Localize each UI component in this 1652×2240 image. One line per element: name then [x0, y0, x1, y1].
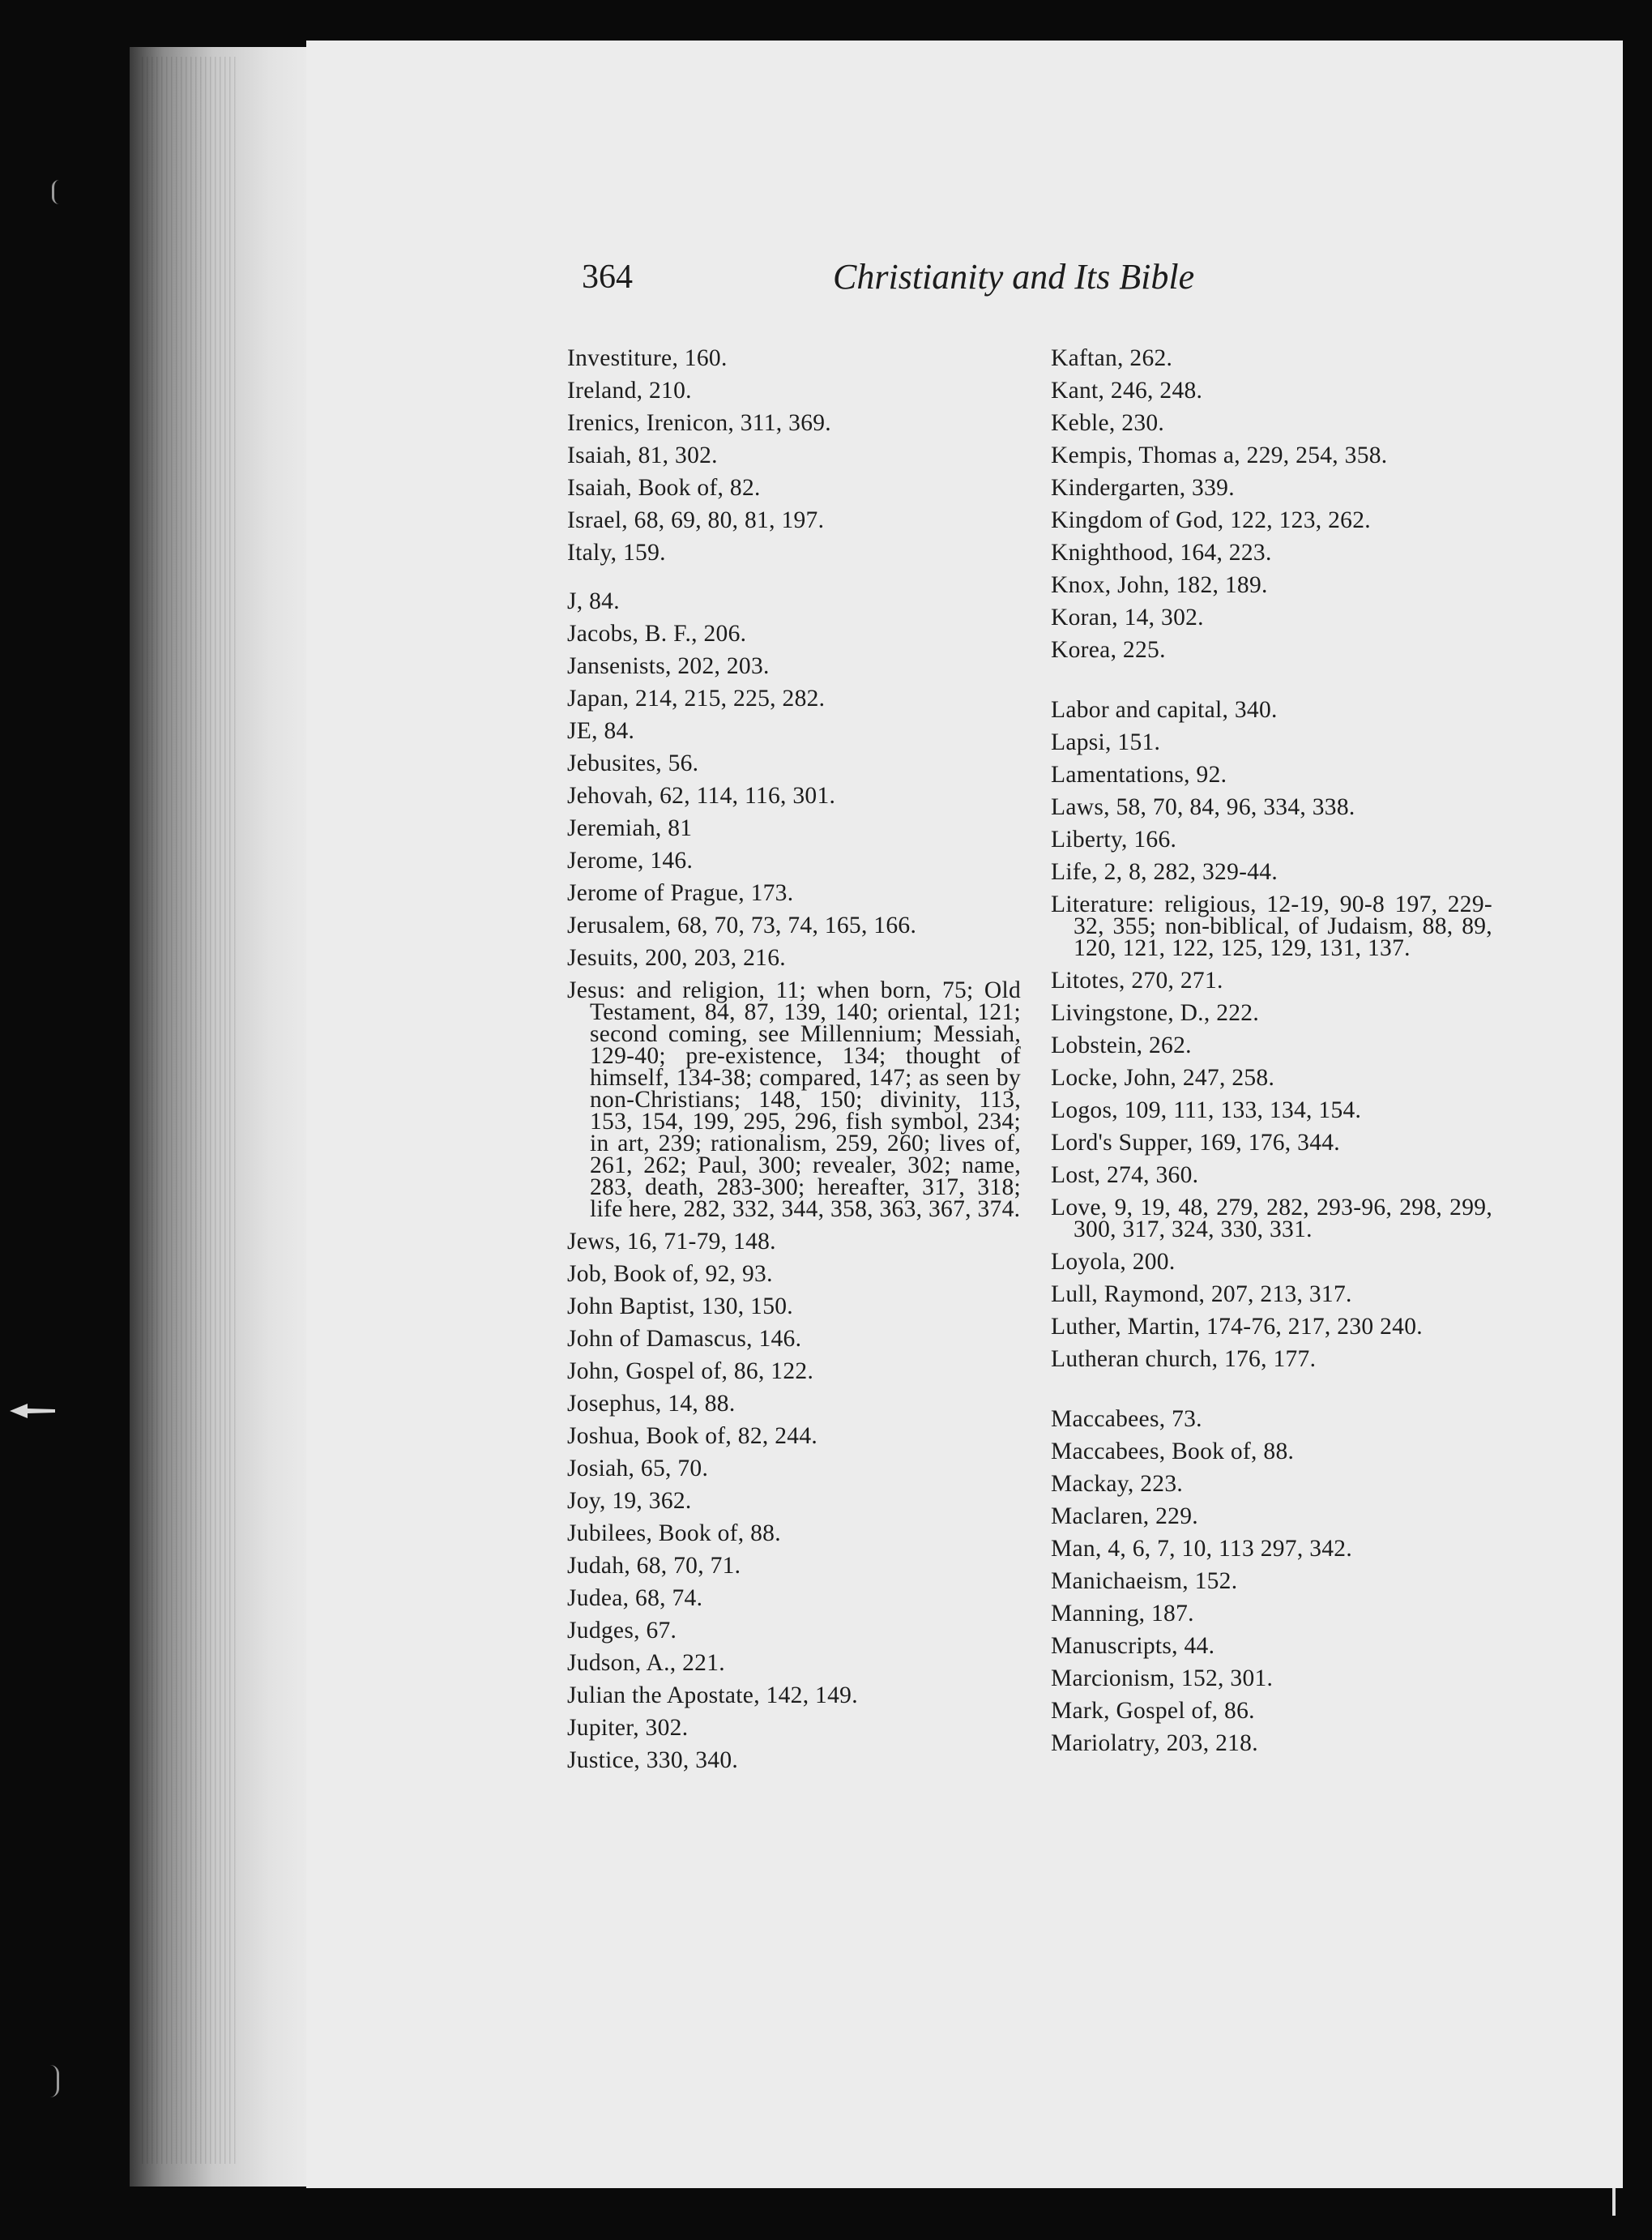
index-entry: Labor and capital, 340.	[1051, 697, 1278, 723]
index-column-right	[1051, 342, 1492, 1759]
index-entry: Manichaeism, 152.	[1051, 1568, 1238, 1594]
index-entry: Luther, Martin, 174-76, 217, 230 240.	[1051, 1314, 1423, 1340]
index-entry: Isaiah, 81, 302.	[567, 442, 718, 468]
index-entry: Life, 2, 8, 282, 329-44.	[1051, 859, 1278, 885]
running-title: Christianity and Its Bible	[833, 257, 1195, 297]
index-entry: Loyola, 200.	[1051, 1249, 1176, 1275]
index-entry: Jesuits, 200, 203, 216.	[567, 945, 786, 971]
index-entry: Jansenists, 202, 203.	[567, 653, 770, 679]
index-entry: Koran, 14, 302.	[1051, 605, 1204, 631]
index-entry: Mariolatry, 203, 218.	[1051, 1730, 1258, 1756]
index-entry: Lull, Raymond, 207, 213, 317.	[1051, 1281, 1352, 1307]
index-entry: Livingstone, D., 222.	[1051, 1000, 1260, 1026]
index-entry: Japan, 214, 215, 225, 282.	[567, 686, 826, 712]
index-entry: Knighthood, 164, 223.	[1051, 540, 1272, 566]
index-entry: Jacobs, B. F., 206.	[567, 621, 747, 647]
index-entry: Kaftan, 262.	[1051, 345, 1173, 371]
index-entry: Judges, 67.	[567, 1618, 677, 1644]
index-entry: Joshua, Book of, 82, 244.	[567, 1423, 818, 1449]
page-number: 364	[582, 259, 633, 296]
index-entry: Keble, 230.	[1051, 410, 1165, 436]
index-entry: Jeremiah, 81	[567, 815, 693, 841]
index-entry: Israel, 68, 69, 80, 81, 197.	[567, 507, 825, 533]
index-entry: JE, 84.	[567, 718, 635, 744]
index-entry: Investiture, 160.	[567, 345, 728, 371]
index-entry: Mark, Gospel of, 86.	[1051, 1698, 1255, 1724]
index-entry: Jesus: and religion, 11; when born, 75; Old Testament, 84, 87, 139, 140; oriental, 121; second coming, see Millennium; Messiah, 129-40; pre-existence, 134; thought of himself, 134-38; compared, 147; as seen by non-Christians; 148, 150; divinity, 113, 153, 154, 199, 295, 296, fish symbol, 234; in art, 239; rationalism, 259, 260; lives of, 261, 262; Paul, 300; revealer, 302; name, 283, death, 283-300; hereafter, 317, 318; life here, 282, 332, 344, 358, 363, 367, 374.	[567, 977, 1021, 1222]
scan-artifact-arrow-icon	[8, 1400, 57, 1421]
index-entry: Irenics, Irenicon, 311, 369.	[567, 410, 831, 436]
index-entry: Jews, 16, 71-79, 148.	[567, 1229, 776, 1255]
index-entry: Literature: religious, 12-19, 90-8 197, 229-32, 355; non-biblical, of Judaism, 88, 89, 120, 121, 122, 125, 129, 131, 137.	[1051, 891, 1492, 961]
index-entry: Lost, 274, 360.	[1051, 1162, 1199, 1188]
index-entry: Ireland, 210.	[567, 378, 692, 404]
index-entry: Marcionism, 152, 301.	[1051, 1665, 1274, 1691]
index-entry: Korea, 225.	[1051, 637, 1166, 663]
scan-artifact-mark	[52, 180, 59, 204]
index-entry: Lamentations, 92.	[1051, 762, 1227, 788]
index-entry: Jerome of Prague, 173.	[567, 880, 794, 906]
index-entry: Litotes, 270, 271.	[1051, 968, 1223, 994]
index-entry: Manning, 187.	[1051, 1601, 1194, 1627]
index-entry: Locke, John, 247, 258.	[1051, 1065, 1275, 1091]
index-entry: Kempis, Thomas a, 229, 254, 358.	[1051, 442, 1388, 468]
index-entry: Kindergarten, 339.	[1051, 475, 1235, 501]
index-entry: Knox, John, 182, 189.	[1051, 572, 1268, 598]
index-entry: Judah, 68, 70, 71.	[567, 1553, 741, 1579]
index-entry: Logos, 109, 111, 133, 134, 154.	[1051, 1097, 1362, 1123]
index-entry: Italy, 159.	[567, 540, 666, 566]
index-entry: Lord's Supper, 169, 176, 344.	[1051, 1130, 1340, 1156]
index-entry: Isaiah, Book of, 82.	[567, 475, 761, 501]
index-entry: Kingdom of God, 122, 123, 262.	[1051, 507, 1371, 533]
index-entry: Maclaren, 229.	[1051, 1503, 1198, 1529]
index-entry: Liberty, 166.	[1051, 827, 1177, 853]
index-entry: Jebusites, 56.	[567, 750, 699, 776]
index-entry: Jerome, 146.	[567, 848, 694, 874]
index-entry: Laws, 58, 70, 84, 96, 334, 338.	[1051, 794, 1355, 820]
index-entry: Lobstein, 262.	[1051, 1032, 1192, 1058]
scan-artifact-mark	[1612, 2188, 1616, 2216]
index-entry: John, Gospel of, 86, 122.	[567, 1358, 814, 1384]
index-entry: Judson, A., 221.	[567, 1650, 725, 1676]
index-entry: Jerusalem, 68, 70, 73, 74, 165, 166.	[567, 913, 917, 938]
index-entry: Job, Book of, 92, 93.	[567, 1261, 773, 1287]
index-entry: Josephus, 14, 88.	[567, 1391, 736, 1417]
index-entry: Lapsi, 151.	[1051, 729, 1161, 755]
index-column-left	[567, 342, 1021, 1776]
index-entry: Jupiter, 302.	[567, 1715, 689, 1741]
index-entry: Judea, 68, 74.	[567, 1585, 703, 1611]
index-entry: Julian the Apostate, 142, 149.	[567, 1682, 858, 1708]
page-edge-lines	[142, 57, 239, 2164]
index-entry: Joy, 19, 362.	[567, 1488, 692, 1514]
index-entry: Mackay, 223.	[1051, 1471, 1184, 1497]
index-entry: J, 84.	[567, 588, 620, 614]
index-entry: Jubilees, Book of, 88.	[567, 1520, 781, 1546]
index-entry: Lutheran church, 176, 177.	[1051, 1346, 1317, 1372]
index-entry: Love, 9, 19, 48, 279, 282, 293-96, 298, 299, 300, 317, 324, 330, 331.	[1051, 1195, 1492, 1242]
scan-artifact-mark	[50, 2065, 59, 2097]
index-entry: Maccabees, 73.	[1051, 1406, 1202, 1432]
index-entry: John of Damascus, 146.	[567, 1326, 802, 1352]
index-entry: Manuscripts, 44.	[1051, 1633, 1215, 1659]
index-entry: Jehovah, 62, 114, 116, 301.	[567, 783, 836, 809]
index-entry: Justice, 330, 340.	[567, 1747, 739, 1773]
index-entry: Kant, 246, 248.	[1051, 378, 1203, 404]
index-entry: Man, 4, 6, 7, 10, 113 297, 342.	[1051, 1536, 1353, 1562]
index-entry: John Baptist, 130, 150.	[567, 1293, 793, 1319]
index-entry: Josiah, 65, 70.	[567, 1456, 709, 1481]
index-entry: Maccabees, Book of, 88.	[1051, 1438, 1295, 1464]
